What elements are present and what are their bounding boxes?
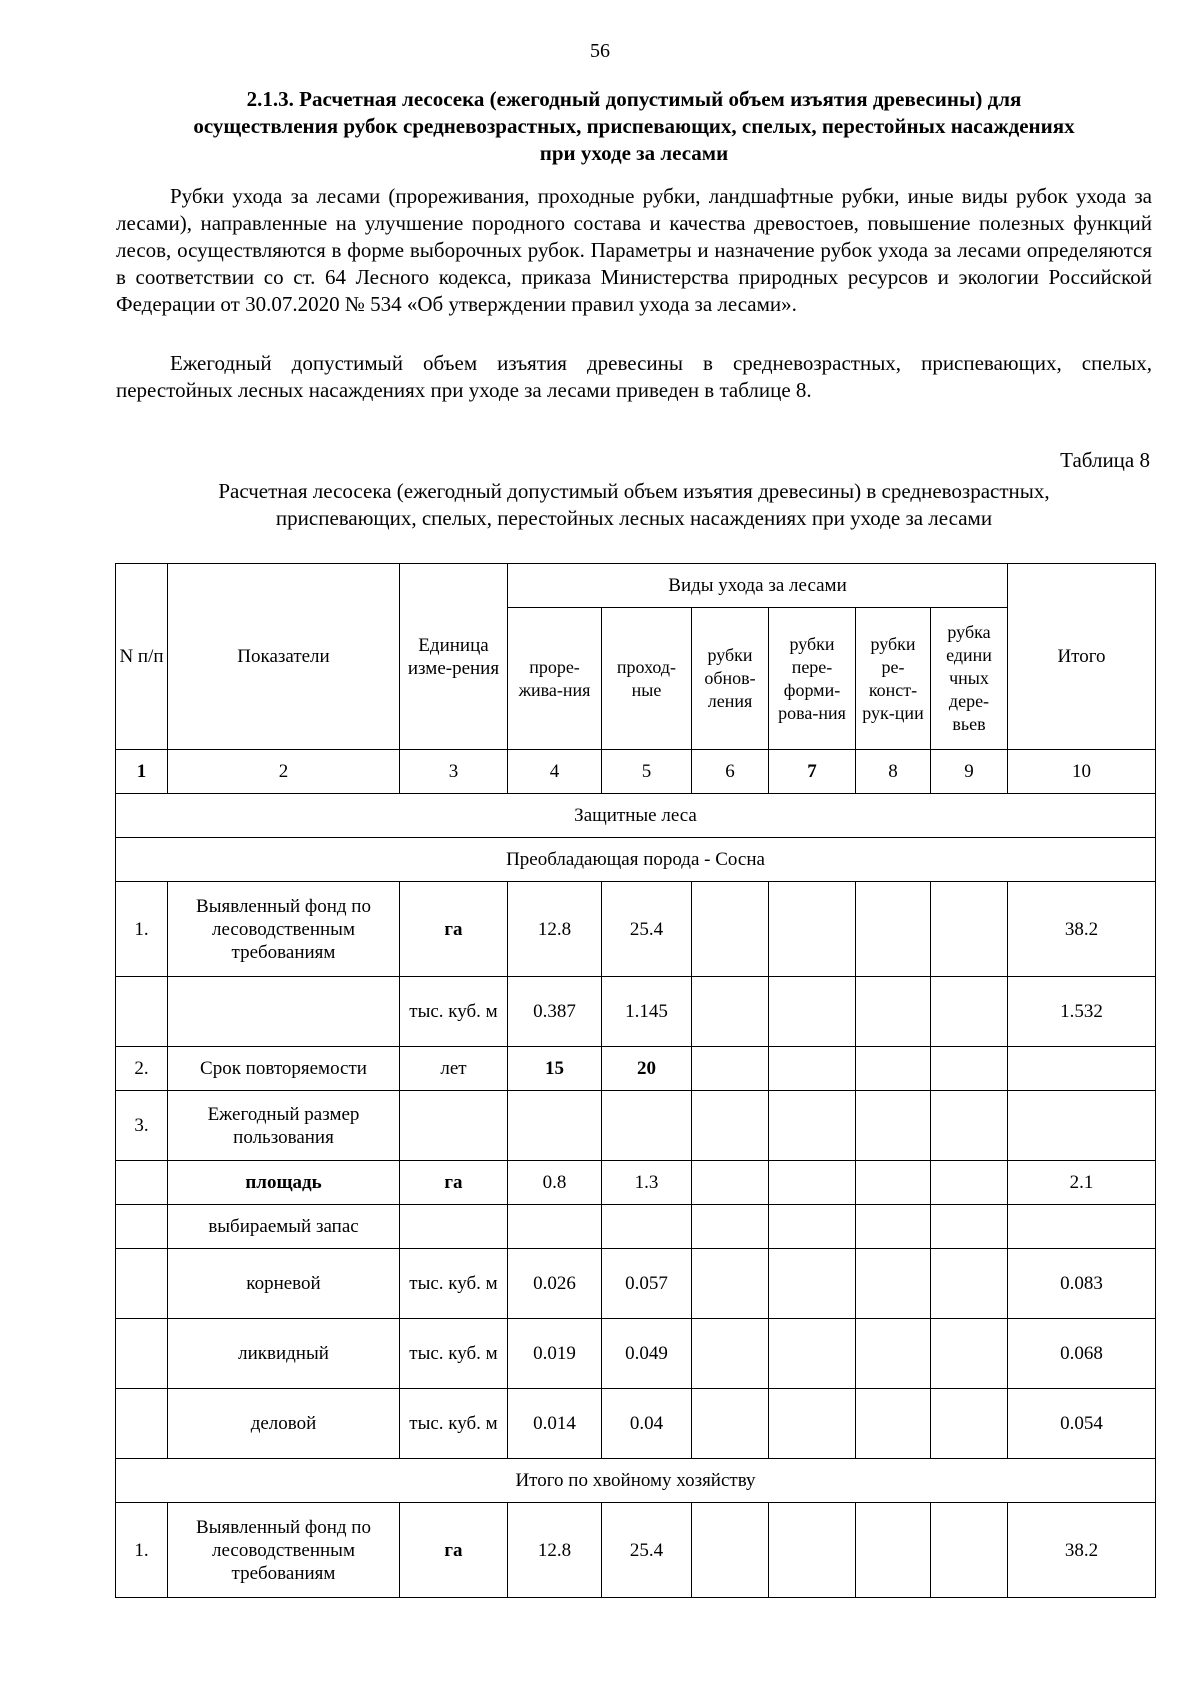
column-number: 10 xyxy=(1008,750,1156,794)
row-value-empty xyxy=(856,1205,931,1249)
header-num: N п/п xyxy=(116,564,168,750)
row-value-empty xyxy=(769,1389,856,1459)
row-unit: тыс. куб. м xyxy=(400,1249,508,1319)
row-value-empty xyxy=(692,882,769,977)
row-value-thinning: 15 xyxy=(508,1047,602,1091)
table-caption-line-2: приспевающих, спелых, перестойных лесных насаждениях при уходе за лесами xyxy=(275,506,993,530)
row-num xyxy=(116,1319,168,1389)
row-unit: га xyxy=(400,1503,508,1598)
row-value-thinning: 0.019 xyxy=(508,1319,602,1389)
row-value-empty xyxy=(931,1249,1008,1319)
table-row xyxy=(116,977,1156,1047)
row-value-empty xyxy=(692,977,769,1047)
row-total: 0.054 xyxy=(1008,1389,1156,1459)
row-value-empty xyxy=(931,1205,1008,1249)
row-value-empty xyxy=(692,1047,769,1091)
table-row xyxy=(116,1161,1156,1205)
row-unit xyxy=(400,1205,508,1249)
row-value-empty xyxy=(769,1205,856,1249)
row-value-empty xyxy=(856,1161,931,1205)
row-value-empty xyxy=(769,1091,856,1161)
row-value-thinning: 0.8 xyxy=(508,1161,602,1205)
header-type-single-trees: рубка едини чных дере-вьев xyxy=(931,608,1008,750)
row-value-empty xyxy=(769,1249,856,1319)
row-value-empty xyxy=(931,1161,1008,1205)
row-unit: тыс. куб. м xyxy=(400,977,508,1047)
row-num xyxy=(116,1161,168,1205)
row-name: площадь xyxy=(168,1161,400,1205)
paragraph-2: Ежегодный допустимый объем изъятия древесины в средневозрастных, приспевающих, спелых, перестойных лесных насаждениях при уходе за лесами приведен в таблице 8. xyxy=(116,351,1152,402)
row-total: 38.2 xyxy=(1008,882,1156,977)
row-total: 0.068 xyxy=(1008,1319,1156,1389)
row-value-empty xyxy=(692,1205,769,1249)
table-row xyxy=(116,882,1156,977)
row-name: Срок повторяемости xyxy=(168,1047,400,1091)
row-value-thinning xyxy=(508,1091,602,1161)
table-row xyxy=(116,1249,1156,1319)
column-number: 9 xyxy=(931,750,1008,794)
row-num: 2. xyxy=(116,1047,168,1091)
row-value-empty xyxy=(931,977,1008,1047)
row-value-empty xyxy=(769,882,856,977)
row-value-passing: 25.4 xyxy=(602,882,692,977)
row-value-empty xyxy=(856,1503,931,1598)
row-value-thinning: 0.387 xyxy=(508,977,602,1047)
row-value-empty xyxy=(856,1091,931,1161)
row-num: 3. xyxy=(116,1091,168,1161)
header-total: Итого xyxy=(1008,564,1156,750)
row-value-empty xyxy=(931,1389,1008,1459)
row-value-empty xyxy=(931,1047,1008,1091)
table-row xyxy=(116,1389,1156,1459)
section-dominant-species: Преобладающая порода - Сосна xyxy=(116,838,1156,882)
header-type-reconstruction: рубки ре-конст-рук-ции xyxy=(856,608,931,750)
row-total: 2.1 xyxy=(1008,1161,1156,1205)
row-value-passing: 1.145 xyxy=(602,977,692,1047)
row-unit xyxy=(400,1091,508,1161)
row-value-empty xyxy=(692,1091,769,1161)
row-value-empty xyxy=(692,1389,769,1459)
row-value-empty xyxy=(856,882,931,977)
row-name: выбираемый запас xyxy=(168,1205,400,1249)
header-type-reformation: рубки пере-форми-рова-ния xyxy=(769,608,856,750)
row-total xyxy=(1008,1091,1156,1161)
heading-line-3: при уходе за лесами xyxy=(539,141,729,165)
paragraph-1: Рубки ухода за лесами (прореживания, проходные рубки, ландшафтные рубки, иные виды рубок ухода за лесами), направленные на улучшение породного состава и качества древостоев, повышение полезных функций лесов, осуществляются в форме выборочных рубок. Параметры и назначение рубок ухода за лесами определяются в соответствии со ст. 64 Лесного кодекса, приказа Министерства природных ресурсов и экологии Российской Федерации от 30.07.2020 № 534 «Об утверждении правил ухода за лесами». xyxy=(116,184,1152,316)
table-row xyxy=(116,1319,1156,1389)
row-value-empty xyxy=(856,1047,931,1091)
row-total: 1.532 xyxy=(1008,977,1156,1047)
header-unit: Единица изме-рения xyxy=(400,564,508,750)
row-value-passing: 20 xyxy=(602,1047,692,1091)
row-unit: тыс. куб. м xyxy=(400,1389,508,1459)
table-number: Таблица 8 xyxy=(1060,448,1150,472)
header-type-thinning: проре-жива-ния xyxy=(508,608,602,750)
row-value-thinning: 12.8 xyxy=(508,1503,602,1598)
row-value-thinning: 0.026 xyxy=(508,1249,602,1319)
row-value-empty xyxy=(931,1503,1008,1598)
header-indicators: Показатели xyxy=(168,564,400,750)
table-caption-line-1: Расчетная лесосека (ежегодный допустимый объем изъятия древесины) в средневозрастных, xyxy=(218,479,1050,503)
row-value-empty xyxy=(769,1047,856,1091)
row-num xyxy=(116,977,168,1047)
row-value-passing: 1.3 xyxy=(602,1161,692,1205)
allowable-cut-table xyxy=(115,563,1156,1598)
table-caption xyxy=(108,478,1160,532)
section-protective-forests: Защитные леса xyxy=(116,794,1156,838)
row-value-thinning: 0.014 xyxy=(508,1389,602,1459)
row-total: 0.083 xyxy=(1008,1249,1156,1319)
column-number: 1 xyxy=(116,750,168,794)
row-value-passing: 25.4 xyxy=(602,1503,692,1598)
row-value-thinning xyxy=(508,1205,602,1249)
row-value-empty xyxy=(856,1389,931,1459)
column-number: 2 xyxy=(168,750,400,794)
row-value-thinning: 12.8 xyxy=(508,882,602,977)
heading-line-2: осуществления рубок средневозрастных, приспевающих, спелых, перестойных насаждениях xyxy=(193,114,1075,138)
row-value-empty xyxy=(856,1249,931,1319)
row-num xyxy=(116,1389,168,1459)
row-num: 1. xyxy=(116,1503,168,1598)
row-num xyxy=(116,1249,168,1319)
row-total: 38.2 xyxy=(1008,1503,1156,1598)
row-value-passing: 0.04 xyxy=(602,1389,692,1459)
row-value-empty xyxy=(692,1161,769,1205)
row-num: 1. xyxy=(116,882,168,977)
row-name xyxy=(168,977,400,1047)
row-value-empty xyxy=(692,1503,769,1598)
row-value-passing xyxy=(602,1091,692,1161)
row-unit: лет xyxy=(400,1047,508,1091)
row-value-empty xyxy=(856,977,931,1047)
row-value-empty xyxy=(769,977,856,1047)
row-value-empty xyxy=(931,1319,1008,1389)
row-value-empty xyxy=(692,1249,769,1319)
table-row xyxy=(116,1503,1156,1598)
column-number: 8 xyxy=(856,750,931,794)
row-total xyxy=(1008,1205,1156,1249)
table-row xyxy=(116,1091,1156,1161)
row-total xyxy=(1008,1047,1156,1091)
row-value-empty xyxy=(931,1091,1008,1161)
row-unit: га xyxy=(400,1161,508,1205)
section-heading xyxy=(108,86,1160,167)
row-name: корневой xyxy=(168,1249,400,1319)
row-value-empty xyxy=(931,882,1008,977)
table-row xyxy=(116,1205,1156,1249)
row-value-empty xyxy=(769,1503,856,1598)
column-number: 6 xyxy=(692,750,769,794)
row-value-empty xyxy=(692,1319,769,1389)
row-unit: га xyxy=(400,882,508,977)
header-type-renewal: рубки обнов-ления xyxy=(692,608,769,750)
row-value-passing: 0.049 xyxy=(602,1319,692,1389)
row-name: Выявленный фонд по лесоводственным требованиям xyxy=(168,1503,400,1598)
header-type-passing: проход-ные xyxy=(602,608,692,750)
heading-line-1: 2.1.3. Расчетная лесосека (ежегодный допустимый объем изъятия древесины) для xyxy=(246,87,1022,111)
section-conifer-total: Итого по хвойному хозяйству xyxy=(116,1459,1156,1503)
row-unit: тыс. куб. м xyxy=(400,1319,508,1389)
row-num xyxy=(116,1205,168,1249)
row-value-empty xyxy=(769,1319,856,1389)
header-care-types: Виды ухода за лесами xyxy=(508,564,1008,608)
column-number: 7 xyxy=(769,750,856,794)
row-name: ликвидный xyxy=(168,1319,400,1389)
row-value-passing: 0.057 xyxy=(602,1249,692,1319)
row-value-empty xyxy=(769,1161,856,1205)
column-number: 3 xyxy=(400,750,508,794)
table-row xyxy=(116,1047,1156,1091)
column-number: 5 xyxy=(602,750,692,794)
row-value-empty xyxy=(856,1319,931,1389)
row-name: Выявленный фонд по лесоводственным требованиям xyxy=(168,882,400,977)
row-name: деловой xyxy=(168,1389,400,1459)
column-number: 4 xyxy=(508,750,602,794)
row-value-passing xyxy=(602,1205,692,1249)
page-number: 56 xyxy=(590,40,610,62)
row-name: Ежегодный размер пользования xyxy=(168,1091,400,1161)
